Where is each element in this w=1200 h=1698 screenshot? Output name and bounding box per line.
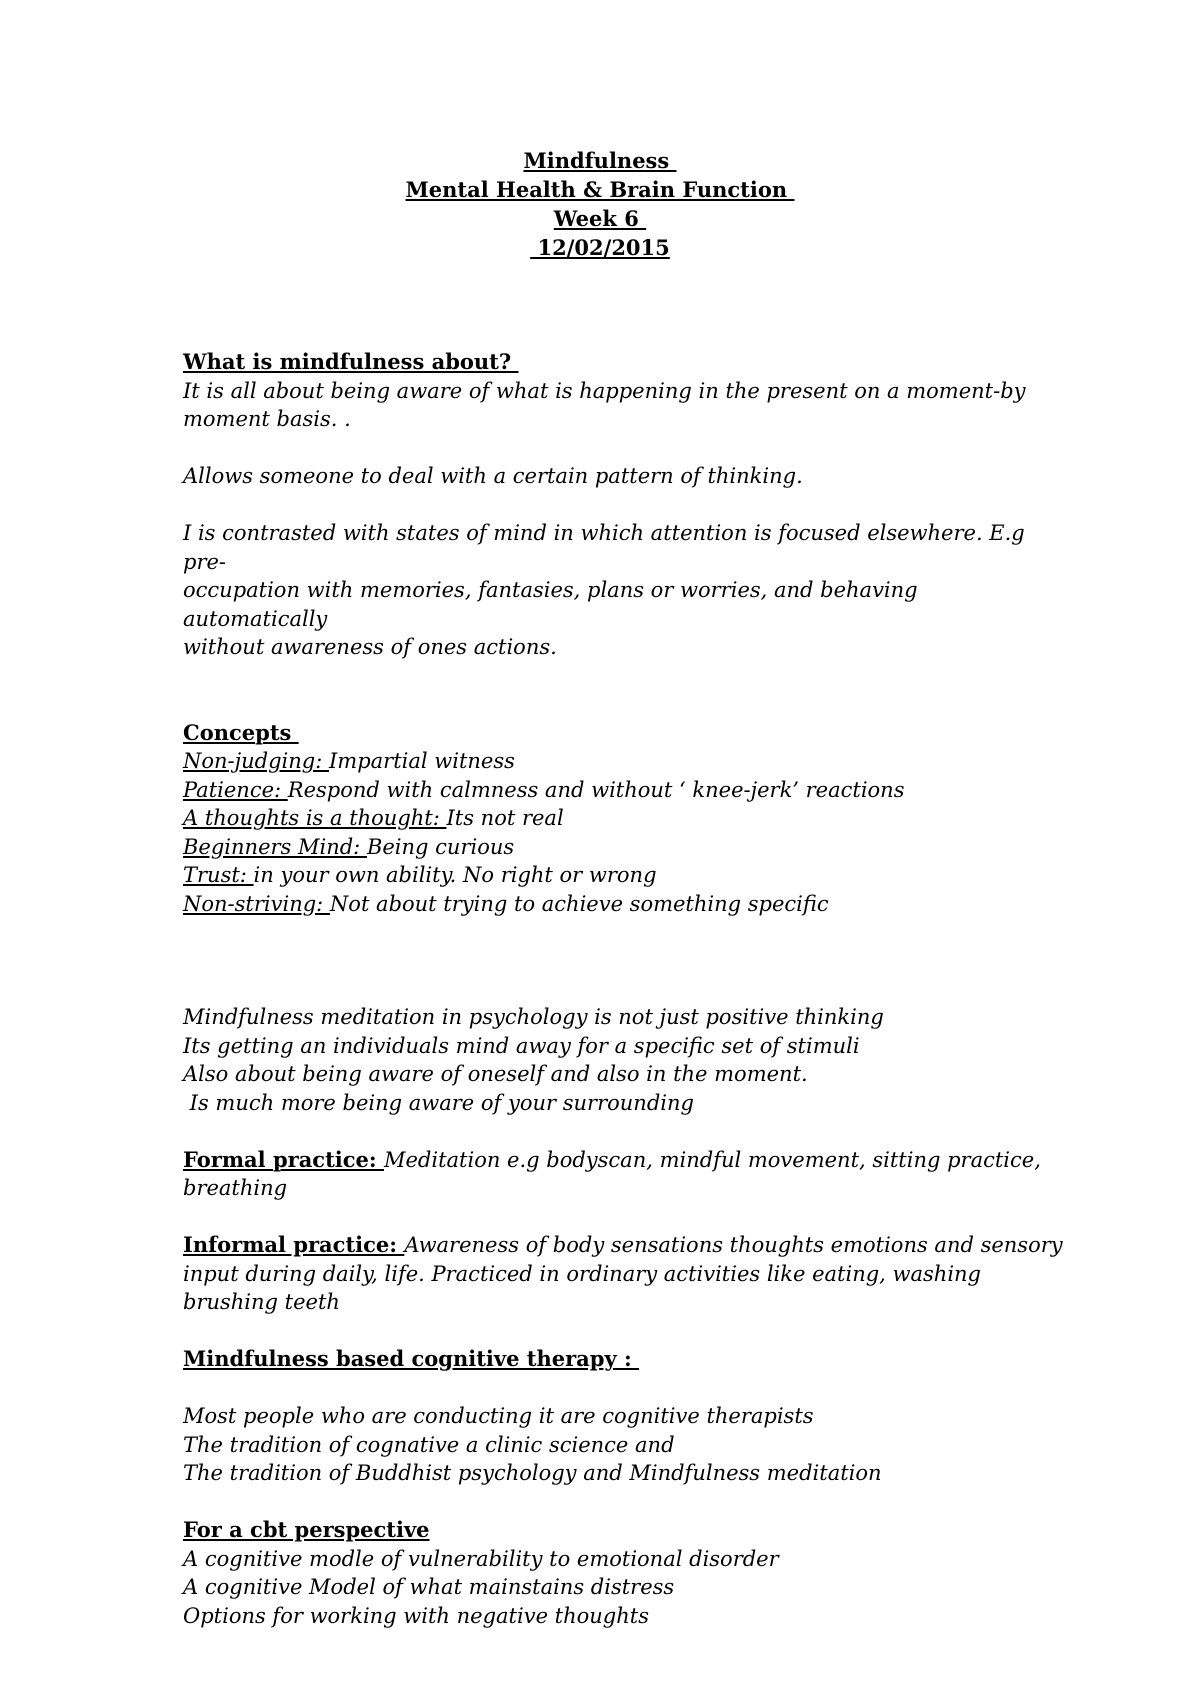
paragraph-line: without awareness of ones actions.: [183, 635, 557, 659]
paragraph-line: The tradition of Buddhist psychology and Mindfulness meditation: [183, 1461, 882, 1485]
concept-text: in your own ability. No right or wrong: [253, 863, 657, 887]
title-line-2: Mental Health & Brain Function: [405, 177, 795, 202]
heading-what-is-mindfulness: What is mindfulness about?: [183, 349, 519, 374]
concept-item: [183, 861, 1063, 890]
formal-practice-line: [183, 1146, 1063, 1175]
concept-item: [183, 833, 1063, 862]
concept-term: Trust:: [183, 863, 254, 887]
heading-formal-practice: Formal practice:: [183, 1146, 384, 1172]
concept-text: Not about trying to achieve something specific: [329, 891, 829, 916]
heading-mbct: Mindfulness based cognitive therapy :: [183, 1346, 640, 1371]
concept-text: Its not real: [446, 806, 564, 830]
concept-item: [183, 747, 1063, 776]
title-line-4: 12/02/2015: [530, 235, 670, 260]
concept-term: Patience:: [183, 777, 288, 802]
paragraph-line: breathing: [183, 1176, 288, 1200]
paragraph-line: Allows someone to deal with a certain pattern of thinking.: [183, 464, 803, 488]
paragraph-line: Is much more being aware of your surrounding: [183, 1090, 694, 1115]
title-line-1: Mindfulness: [523, 148, 677, 173]
paragraph-line: occupation with memories, fantasies, plans or worries, and behaving automatically: [183, 578, 918, 631]
paragraph-line: A cognitive modle of vulnerability to emotional disorder: [183, 1546, 779, 1571]
paragraph-line: A cognitive Model of what mainstains distress: [183, 1575, 675, 1599]
informal-practice-text: Awareness of body sensations thoughts emotions and sensory: [404, 1233, 1063, 1257]
heading-concepts: Concepts: [183, 719, 299, 745]
heading-informal-practice: Informal practice:: [183, 1232, 405, 1257]
heading-cbt-perspective: For a cbt perspective: [183, 1517, 430, 1542]
paragraph-line: Most people who are conducting it are cognitive therapists: [183, 1404, 814, 1428]
paragraph-line: Mindfulness meditation in psychology is not just positive thinking: [183, 1005, 884, 1029]
concept-item: [183, 890, 1063, 919]
concept-term: Non-judging:: [183, 749, 329, 773]
concept-term: Non-striving:: [183, 891, 330, 916]
concept-item: [183, 776, 1063, 805]
formal-practice-text: Meditation e.g bodyscan, mindful movement, sitting practice,: [383, 1147, 1041, 1172]
paragraph-line: The tradition of cognative a clinic science and: [183, 1432, 675, 1457]
document-title-block: [0, 146, 1200, 262]
paragraph-line: I is contrasted with states of mind in which attention is focused elsewhere. E.g pre-: [183, 521, 1025, 574]
paragraph-line: input during daily, life. Practiced in ordinary activities like eating, washing: [183, 1261, 981, 1286]
paragraph-line: It is all about being aware of what is happening in the present on a moment-by: [183, 378, 1026, 403]
concept-text: Impartial witness: [329, 749, 515, 773]
informal-practice-line: [183, 1231, 1063, 1260]
document-body: [183, 348, 1063, 1630]
concept-text: Respond with calmness and without ‘ knee-jerk’ reactions: [287, 777, 905, 802]
concept-term: Beginners Mind:: [183, 834, 367, 859]
paragraph-line: moment basis. .: [183, 407, 351, 431]
paragraph-line: Options for working with negative thoughts: [183, 1603, 649, 1628]
title-line-3: Week 6: [553, 206, 647, 231]
paragraph-line: Its getting an individuals mind away for a specific set of stimuli: [183, 1033, 860, 1058]
paragraph-line: brushing teeth: [183, 1290, 340, 1314]
concept-term: A thoughts is a thought:: [183, 806, 447, 830]
paragraph-line: Also about being aware of oneself and also in the moment.: [183, 1062, 808, 1086]
concept-item: [183, 804, 1063, 833]
concept-text: Being curious: [366, 834, 515, 859]
